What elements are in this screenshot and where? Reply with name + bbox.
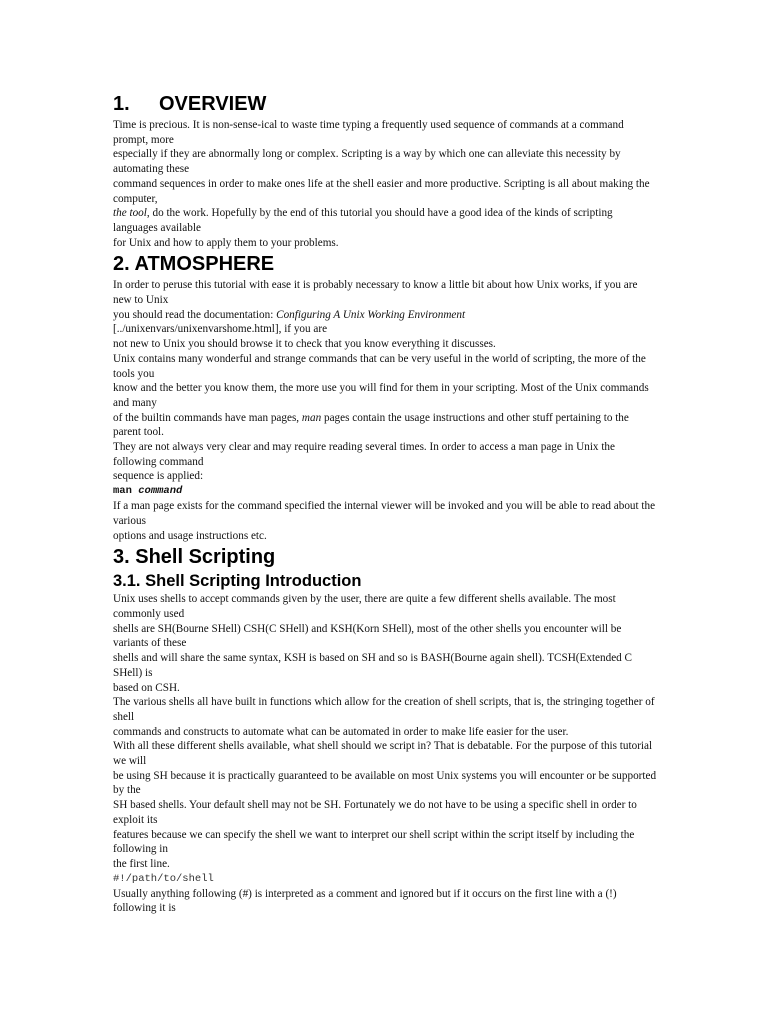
shell-line-8: be using SH because it is practically guaranteed to be available on most Unix systems you will encounter or be supported by the [113, 769, 657, 797]
overview-line-4 [113, 206, 658, 235]
doc-link-title: Configuring A Unix Working Environment [276, 308, 466, 321]
section-number: 1. [113, 93, 130, 115]
shell-line-3: shells and will share the same syntax, KSH is based on SH and so is BASH(Bourne again shell). TCSH(Extended C SHell) is [113, 652, 633, 679]
section-heading-overview [113, 92, 658, 116]
shell-line-2: shells are SH(Bourne SHell) CSH(C SHell) and KSH(Korn SHell), most of the other shells you encounter will be variants of these [113, 622, 622, 650]
atmosphere-line-11: options and usage instructions etc. [113, 529, 267, 542]
man-command-code [113, 485, 658, 498]
atmosphere-line-10: If a man page exists for the command specified the internal viewer will be invoked and you will be able to read about the various [113, 500, 656, 527]
shell-line-7: With all these different shells available, what shell should we script in? That is debatable. For the purpose of this tutorial we will [113, 740, 653, 768]
atmosphere-line-7 [113, 411, 658, 440]
document-page [113, 92, 658, 916]
atmosphere-line-2-text: you should read the documentation: [113, 308, 277, 321]
shell-line-5: The various shells all have built in functions which allow for the creation of shell scripts, that is, the stringing together of shell [113, 696, 655, 723]
shell-line-10: features because we can specify the shell we want to interpret our shell script within the script itself by including the following in [113, 828, 635, 856]
overview-line-4-rest: , do the work. Hopefully by the end of this tutorial you should have a good idea of the kinds of scripting languages available [113, 207, 613, 234]
section-heading-shell-scripting: 3. Shell Scripting [113, 546, 276, 569]
section-title: OVERVIEW [159, 93, 267, 115]
atmosphere-line-3: [../unixenvars/unixenvarshome.html], if you are [113, 323, 328, 336]
subsection-heading-introduction: 3.1. Shell Scripting Introduction [113, 572, 362, 591]
shell-line-1: Unix uses shells to accept commands given by the user, there are quite a few different shells available. The most commonly used [113, 593, 616, 620]
emphasis-the-tool: the tool [113, 207, 147, 220]
code-argument: command [138, 485, 183, 498]
code-command: man [113, 485, 132, 498]
shell-line-9: SH based shells. Your default shell may not be SH. Fortunately we do not have to be using a specific shell in order to exploit its [113, 799, 637, 826]
shell-line-6: commands and constructs to automate what can be automated in order to make life easier for the user. [113, 725, 569, 738]
atmosphere-line-1: In order to peruse this tutorial with ease it is probably necessary to know a little bit about how Unix works, if you are new to Unix [113, 279, 638, 307]
atmosphere-line-5: Unix contains many wonderful and strange commands that can be very useful in the world of scripting, the more of the tools you [113, 352, 646, 380]
atmosphere-line-4: not new to Unix you should browse it to check that you know everything it discusses. [113, 338, 496, 351]
shell-line-11: the first line. [113, 857, 170, 870]
section-heading-atmosphere: 2. ATMOSPHERE [113, 253, 275, 276]
atmosphere-line-9: sequence is applied: [113, 470, 204, 483]
shell-line-4: based on CSH. [113, 681, 180, 694]
atmosphere-line-7b: pages contain the usage instructions and other stuff pertaining to the parent tool. [113, 411, 629, 439]
atmosphere-line-6: know and the better you know them, the more use you will find for them in your scripting. Most of the Unix commands and many [113, 382, 649, 409]
atmosphere-line-8: They are not always very clear and may require reading several times. In order to access a man page in Unix the following command [113, 441, 615, 468]
atmosphere-line-2 [113, 308, 658, 323]
overview-line-5: for Unix and how to apply them to your problems. [113, 236, 339, 249]
emphasis-man: man [301, 411, 322, 424]
overview-line-3: command sequences in order to make ones life at the shell easier and more productive. Scripting is all about making the computer, [113, 177, 650, 205]
shell-line-12: Usually anything following (#) is interpreted as a comment and ignored but if it occurs on the first line with a (!) following it is [113, 887, 617, 915]
shebang-code: #!/path/to/shell [113, 872, 214, 885]
overview-line-1: Time is precious. It is non-sense-ical to waste time typing a frequently used sequence of commands at a command prompt, more [113, 119, 624, 146]
atmosphere-line-7a: of the builtin commands have man pages, [113, 411, 302, 424]
overview-line-2: especially if they are abnormally long or complex. Scripting is a way by which one can alleviate this necessity by automating these [113, 148, 621, 176]
